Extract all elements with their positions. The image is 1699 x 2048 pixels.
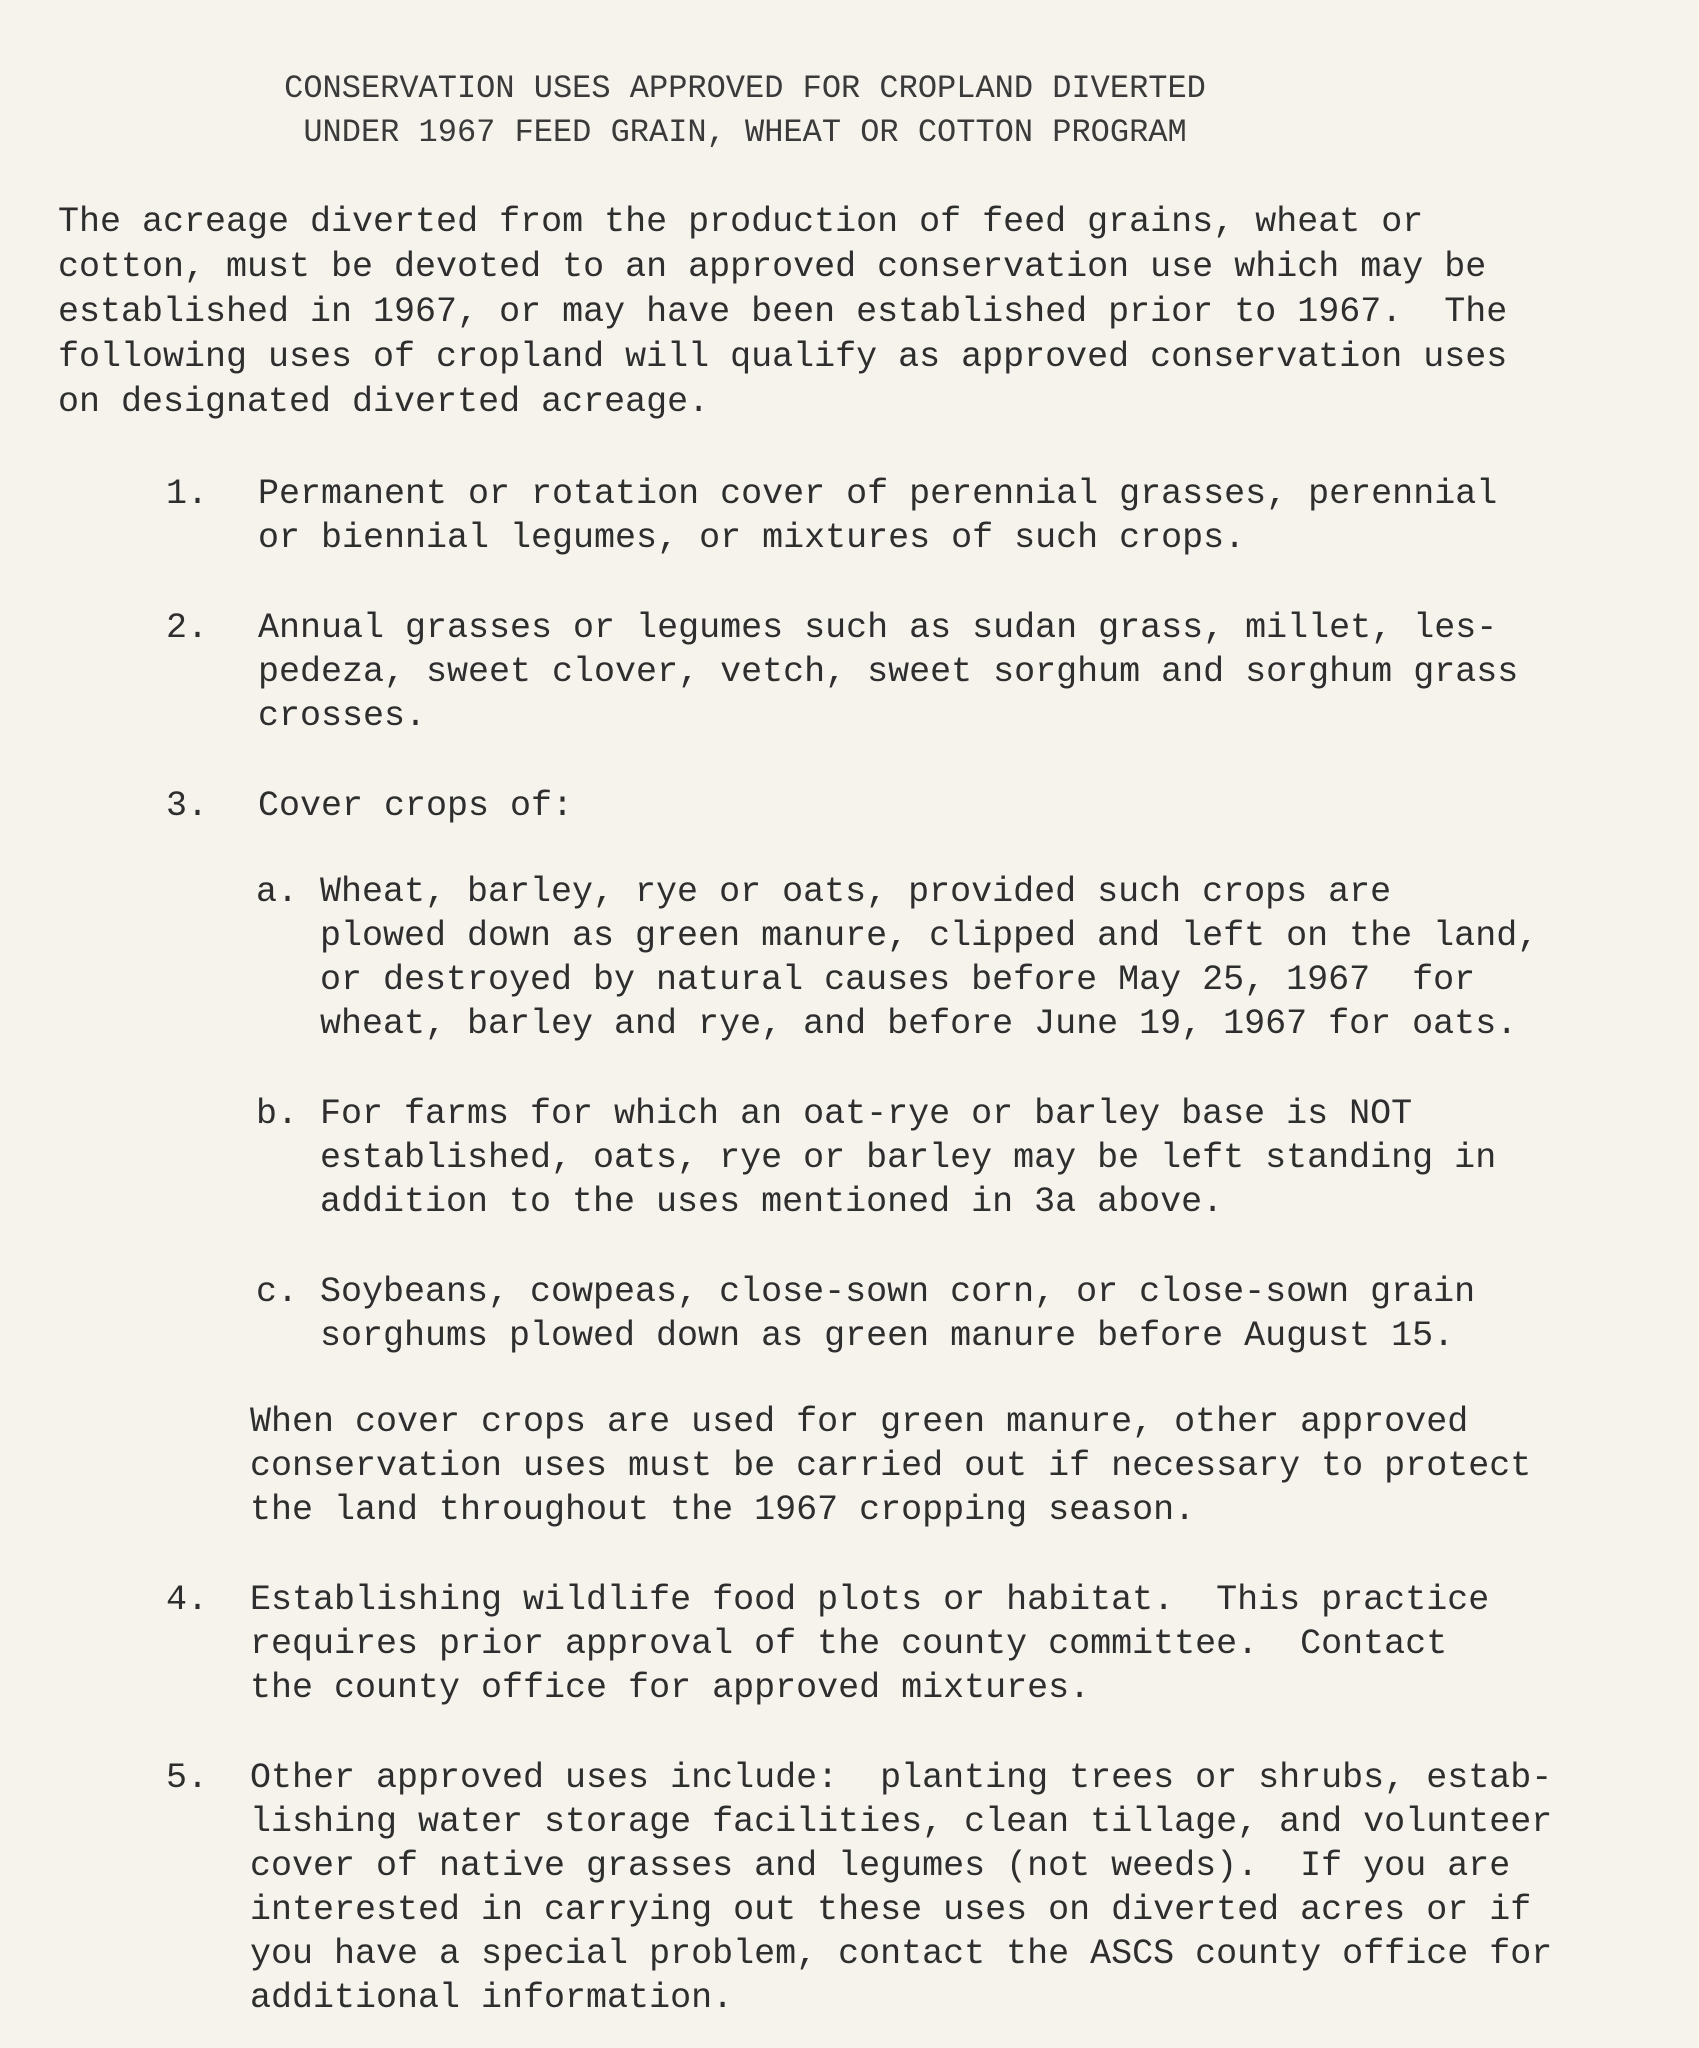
subitem-letter: b. <box>256 1094 299 1134</box>
subitem-text: Wheat, barley, rye or oats, provided such crops are plowed down as green manure, clipped and left on the land, or destroyed by natural causes before May 25, 1967 for wheat, barley and rye, and before June 19, 1967 for oats. <box>320 872 1539 1044</box>
subitem-text: Soybeans, cowpeas, close-sown corn, or close-sown grain sorghums plowed down as green manure before August 15. <box>320 1272 1476 1356</box>
item-text: Other approved uses include: planting trees or shrubs, estab- lishing water storage facilities, clean tillage, and volunteer cover of native grasses and legumes (not weeds). If you are interested in carrying out these uses on diverted acres or if you have a special problem, contact the ASCS county office for additional information. <box>250 1758 1553 2018</box>
note-paragraph: When cover crops are used for green manure, other approved conservation uses must be carried out if necessary to protect the land throughout the 1967 cropping season. <box>250 1402 1532 1530</box>
item-text: Cover crops of: <box>258 786 574 826</box>
item-number: 3. <box>166 786 209 826</box>
item-number: 5. <box>166 1758 209 1798</box>
item-text: Permanent or rotation cover of perennial grasses, perennial or biennial legumes, or mixtures of such crops. <box>258 474 1498 558</box>
item-number: 4. <box>166 1580 209 1620</box>
subitem-letter: a. <box>256 872 299 912</box>
subitem-text: For farms for which an oat-rye or barley base is NOT established, oats, rye or barley may be left standing in addition to the uses mentioned in 3a above. <box>320 1094 1497 1222</box>
title-line-1: CONSERVATION USES APPROVED FOR CROPLAND DIVERTED <box>284 70 1206 107</box>
title-line-2: UNDER 1967 FEED GRAIN, WHEAT OR COTTON PROGRAM <box>303 114 1187 151</box>
item-number: 2. <box>166 608 209 648</box>
intro-paragraph: The acreage diverted from the production of feed grains, wheat or cotton, must be devoted to an approved conservation use which may be established in 1967, or may have been established prior to 1967. The following uses of cropland will qualify as approved conservation uses on designated diverted acreage. <box>58 202 1508 422</box>
item-text: Annual grasses or legumes such as sudan grass, millet, les- pedeza, sweet clover, vetch, sweet sorghum and sorghum grass crosses. <box>258 608 1519 736</box>
item-number: 1. <box>166 474 209 514</box>
item-text: Establishing wildlife food plots or habitat. This practice requires prior approval of the county committee. Contact the county office for approved mixtures. <box>250 1580 1490 1708</box>
subitem-letter: c. <box>256 1272 299 1312</box>
